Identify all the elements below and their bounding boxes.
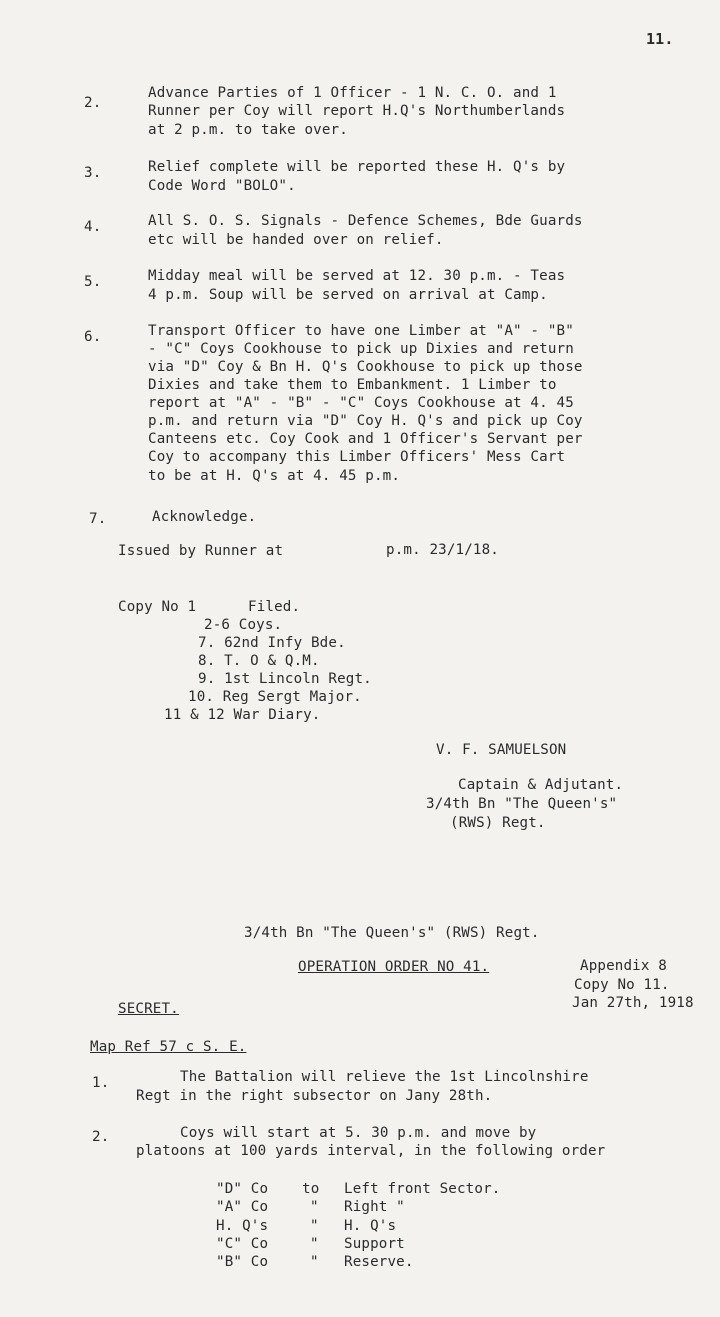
item-line: Regt in the right subsector on Jany 28th.	[136, 1088, 493, 1104]
item-line: platoons at 100 yards interval, in the following order	[136, 1143, 606, 1159]
item-line: Canteens etc. Coy Cook and 1 Officer's Servant per	[148, 431, 583, 447]
order-title: OPERATION ORDER NO 41.	[298, 959, 490, 975]
move-coy: "C" Co	[216, 1236, 269, 1252]
distribution-item: Filed.	[248, 599, 301, 615]
move-dest: Support	[344, 1236, 405, 1252]
move-sep: "	[310, 1218, 319, 1234]
item-number: 6.	[84, 329, 102, 345]
item-line: report at "A" - "B" - "C" Coys Cookhouse at 4. 45	[148, 395, 574, 411]
item-line: etc will be handed over on relief.	[148, 232, 444, 248]
item-line: Coys will start at 5. 30 p.m. and move by	[180, 1125, 537, 1141]
distribution-item: 10. Reg Sergt Major.	[188, 689, 362, 705]
move-coy: "D" Co	[216, 1181, 269, 1197]
move-sep: "	[310, 1254, 319, 1270]
item-number: 3.	[84, 165, 102, 181]
item-number: 2.	[84, 95, 102, 111]
item-line: Advance Parties of 1 Officer - 1 N. C. O. and 1	[148, 85, 557, 101]
secret-label: SECRET.	[118, 1001, 179, 1017]
map-reference: Map Ref 57 c S. E.	[90, 1039, 247, 1055]
item-line: Midday meal will be served at 12. 30 p.m. - Teas	[148, 268, 566, 284]
distribution-item: 8. T. O & Q.M.	[198, 653, 320, 669]
item-line: Runner per Coy will report H.Q's Northumberlands	[148, 103, 566, 119]
item-line: p.m. and return via "D" Coy H. Q's and pick up Coy	[148, 413, 583, 429]
move-dest: Right "	[344, 1199, 405, 1215]
move-dest: Reserve.	[344, 1254, 414, 1270]
unit-heading: 3/4th Bn "The Queen's" (RWS) Regt.	[244, 925, 540, 941]
item-number: 2.	[92, 1129, 110, 1145]
signer-regt: (RWS) Regt.	[450, 815, 546, 831]
distribution-item: 2-6 Coys.	[204, 617, 283, 633]
issued-by: Issued by Runner at	[118, 543, 284, 559]
move-sep: "	[310, 1199, 319, 1215]
item-line: Code Word "BOLO".	[148, 178, 296, 194]
issued-time: p.m. 23/1/18.	[386, 542, 499, 558]
page-number: 11.	[646, 30, 674, 48]
item-line: All S. O. S. Signals - Defence Schemes, Bde Guards	[148, 213, 583, 229]
signer-name: V. F. SAMUELSON	[436, 742, 567, 758]
item-number: 1.	[92, 1075, 110, 1091]
move-coy: "A" Co	[216, 1199, 269, 1215]
item-line: Dixies and take them to Embankment. 1 Limber to	[148, 377, 557, 393]
distribution-item: 9. 1st Lincoln Regt.	[198, 671, 372, 687]
move-coy: "B" Co	[216, 1254, 269, 1270]
distribution-item: 11 & 12 War Diary.	[164, 707, 321, 723]
distribution-item: 7. 62nd Infy Bde.	[198, 635, 346, 651]
item-number: 5.	[84, 274, 102, 290]
item-line: via "D" Coy & Bn H. Q's Cookhouse to pick up those	[148, 359, 583, 375]
item-line: - "C" Coys Cookhouse to pick up Dixies and return	[148, 341, 574, 357]
item-line: to be at H. Q's at 4. 45 p.m.	[148, 468, 401, 484]
item-number: 4.	[84, 219, 102, 235]
item-line: at 2 p.m. to take over.	[148, 122, 348, 138]
item-number: 7.	[89, 511, 107, 527]
move-dest: H. Q's	[344, 1218, 397, 1234]
appendix-label: Appendix 8	[580, 958, 667, 974]
move-sep: "	[310, 1236, 319, 1252]
copy-label: Copy No 1	[118, 599, 197, 615]
item-line: Coy to accompany this Limber Officers' Mess Cart	[148, 449, 566, 465]
copy-number: Copy No 11.	[574, 977, 670, 993]
item-line: The Battalion will relieve the 1st Lincolnshire	[180, 1069, 589, 1085]
item-line: 4 p.m. Soup will be served on arrival at Camp.	[148, 287, 548, 303]
item-line: Transport Officer to have one Limber at "A" - "B"	[148, 323, 574, 339]
signer-title: Captain & Adjutant.	[458, 777, 624, 793]
move-sep: to	[302, 1181, 320, 1197]
item-line: Relief complete will be reported these H. Q's by	[148, 159, 566, 175]
order-date: Jan 27th, 1918	[572, 995, 694, 1011]
signer-unit: 3/4th Bn "The Queen's"	[426, 796, 618, 812]
move-coy: H. Q's	[216, 1218, 269, 1234]
item-line: Acknowledge.	[152, 509, 257, 525]
move-dest: Left front Sector.	[344, 1181, 501, 1197]
